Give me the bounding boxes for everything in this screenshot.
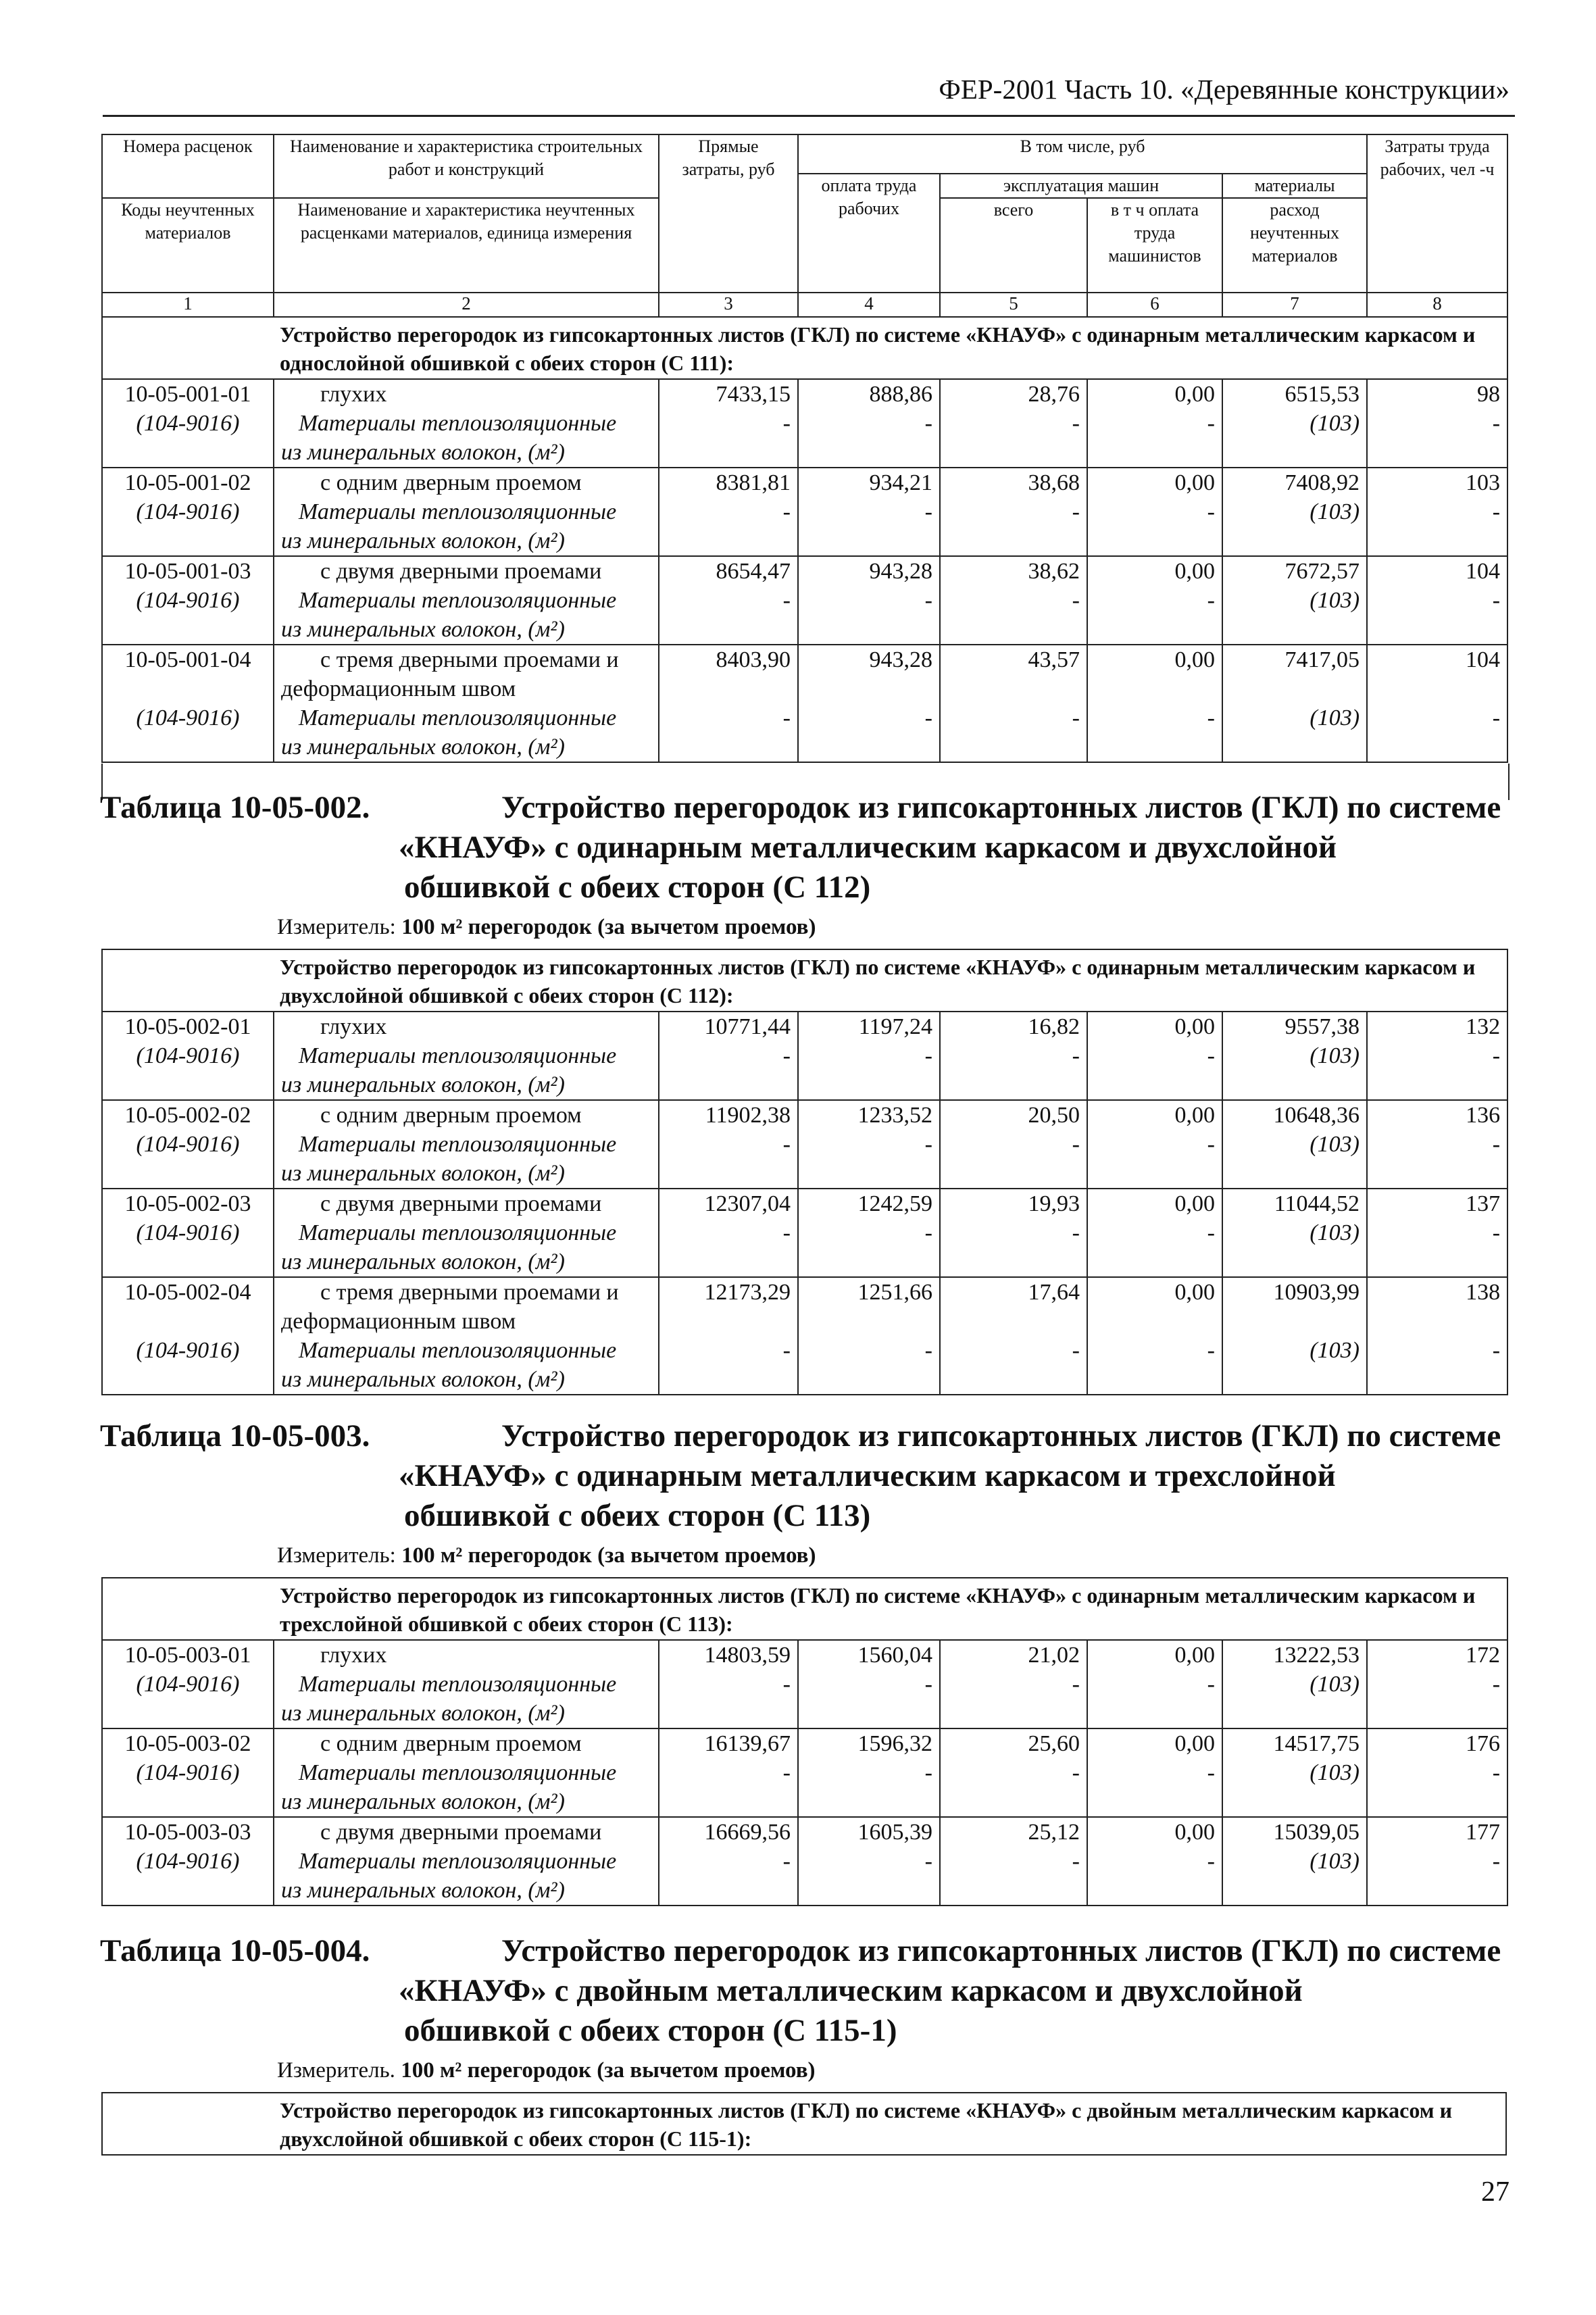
- material-unit: из минеральных волокон, (м²): [281, 1072, 565, 1097]
- measure-value: 100 м² перегородок (за вычетом проемов): [401, 1543, 816, 1568]
- running-header: [103, 68, 1515, 117]
- material-code: (104-9016): [136, 1760, 240, 1785]
- materials-cost: 9557,38: [1285, 1014, 1360, 1039]
- materials-use: (103): [1310, 1132, 1360, 1157]
- machines-total: 28,76: [1028, 382, 1080, 407]
- material-name: Материалы теплоизоляционные: [299, 705, 617, 730]
- material-code: (104-9016): [136, 1849, 240, 1874]
- column-header-labor-cost: Затраты труда рабочих, чел -ч: [1367, 134, 1507, 293]
- measure-label: Измеритель.: [277, 2058, 395, 2083]
- rate-code: 10-05-002-02: [124, 1103, 251, 1128]
- labor-hours: 132: [1466, 1014, 1501, 1039]
- machines-labor: 0,00: [1174, 1103, 1215, 1128]
- section-heading: Устройство перегородок из гипсокартонных листов (ГКЛ) по системе «КНАУФ» с одинарным металлическим каркасом и однослойной обшивкой с обеих сторон (С 111):: [102, 317, 1507, 379]
- direct-cost: 12173,29: [704, 1280, 791, 1305]
- labor-hours: 172: [1466, 1643, 1501, 1668]
- table-title-line: «КНАУФ» с одинарным металлическим каркасом и двухслойной: [399, 830, 1337, 865]
- materials-cost: 7417,05: [1285, 647, 1360, 672]
- material-name: Материалы теплоизоляционные: [299, 1132, 617, 1157]
- materials-cost: 7408,92: [1285, 470, 1360, 495]
- material-unit: из минеральных волокон, (м²): [281, 1367, 565, 1392]
- machines-labor: 0,00: [1174, 559, 1215, 584]
- machines-labor: 0,00: [1174, 1731, 1215, 1756]
- materials-use: (103): [1310, 1760, 1360, 1785]
- material-unit: из минеральных волокон, (м²): [281, 440, 565, 465]
- material-name: Материалы теплоизоляционные: [299, 1338, 617, 1363]
- machines-total: 38,62: [1028, 559, 1080, 584]
- direct-cost: 8403,90: [716, 647, 791, 672]
- labor-pay: 943,28: [869, 559, 932, 584]
- machines-labor: 0,00: [1174, 382, 1215, 407]
- work-name: глухих: [320, 1643, 387, 1668]
- direct-cost: 7433,15: [716, 382, 791, 407]
- materials-use: (103): [1310, 588, 1360, 613]
- measure-line: [277, 915, 816, 940]
- materials-use: (103): [1310, 1672, 1360, 1697]
- column-header-machines: эксплуатация машин: [940, 174, 1222, 198]
- work-name: глухих: [320, 382, 387, 407]
- machines-total: 43,57: [1028, 647, 1080, 672]
- labor-hours: 98: [1477, 382, 1501, 407]
- material-code: (104-9016): [136, 411, 240, 436]
- rate-code: 10-05-001-02: [124, 470, 251, 495]
- material-unit: из минеральных волокон, (м²): [281, 1878, 565, 1903]
- rate-code: 10-05-003-03: [124, 1820, 251, 1845]
- column-header-name-bottom: Наименование и характеристика неучтенных расценками материалов, единица измерения: [274, 198, 659, 293]
- column-header-name-top: Наименование и характеристика строительных работ и конструкций: [274, 134, 659, 198]
- table-row: 10-05-003-02 (104-9016) с одним дверным проемом Материалы теплоизоляционные из минеральных волокон, (м²) 16139,67 - 1596,32 - 25,60 - 0,00 - 14517,75 (103) 176 -: [102, 1728, 1507, 1817]
- table-row: 10-05-001-02 (104-9016) с одним дверным проемом Материалы теплоизоляционные из минеральных волокон, (м²) 8381,81 - 934,21 - 38,68 - 0,00 - 7408,92 (103) 103 -: [102, 468, 1507, 556]
- table-row: 10-05-002-01 (104-9016) глухих Материалы теплоизоляционные из минеральных волокон, (м²) 10771,44 - 1197,24 - 16,82 - 0,00 - 9557,38 (103) 132 -: [102, 1012, 1507, 1100]
- column-header-materials: материалы: [1222, 174, 1367, 198]
- section-heading: Устройство перегородок из гипсокартонных листов (ГКЛ) по системе «КНАУФ» с одинарным металлическим каркасом и трехслойной обшивкой с обеих сторон (С 113):: [102, 1578, 1507, 1640]
- material-unit: из минеральных волокон, (м²): [281, 1161, 565, 1186]
- labor-hours: 103: [1466, 470, 1501, 495]
- material-unit: из минеральных волокон, (м²): [281, 1789, 565, 1814]
- materials-use: (103): [1310, 1043, 1360, 1068]
- direct-cost: 8381,81: [716, 470, 791, 495]
- table-title-line: «КНАУФ» с двойным металлическим каркасом и двухслойной: [399, 1973, 1303, 2008]
- labor-pay: 934,21: [869, 470, 932, 495]
- table-number: Таблица 10-05-003.: [100, 1418, 370, 1453]
- labor-pay: 1251,66: [857, 1280, 932, 1305]
- table-title-line: «КНАУФ» с одинарным металлическим каркасом и трехслойной: [399, 1458, 1336, 1493]
- table-title-line: Устройство перегородок из гипсокартонных листов (ГКЛ) по системе: [501, 1418, 1501, 1453]
- measure-value: 100 м² перегородок (за вычетом проемов): [401, 915, 816, 939]
- material-code: (104-9016): [136, 1043, 240, 1068]
- column-number: 3: [659, 293, 798, 317]
- materials-cost: 6515,53: [1285, 382, 1360, 407]
- material-unit: из минеральных волокон, (м²): [281, 528, 565, 553]
- labor-hours: 104: [1466, 559, 1501, 584]
- column-header-labor-pay: оплата труда рабочих: [798, 174, 940, 293]
- rate-code: 10-05-002-03: [124, 1191, 251, 1216]
- column-header-direct: Прямые затраты, руб: [659, 134, 798, 293]
- material-code: (104-9016): [136, 499, 240, 524]
- materials-use: (103): [1310, 499, 1360, 524]
- table-number: Таблица 10-05-002.: [100, 790, 370, 825]
- materials-cost: 10648,36: [1273, 1103, 1360, 1128]
- material-unit: из минеральных волокон, (м²): [281, 1249, 565, 1274]
- table-title-line: Устройство перегородок из гипсокартонных листов (ГКЛ) по системе: [501, 790, 1501, 825]
- material-name: Материалы теплоизоляционные: [299, 499, 617, 524]
- materials-use: (103): [1310, 1849, 1360, 1874]
- labor-pay: 943,28: [869, 647, 932, 672]
- machines-labor: 0,00: [1174, 1643, 1215, 1668]
- table-row: 10-05-002-03 (104-9016) с двумя дверными проемами Материалы теплоизоляционные из минеральных волокон, (м²) 12307,04 - 1242,59 - 19,93 - 0,00 - 11044,52 (103) 137 -: [102, 1189, 1507, 1277]
- work-name: с одним дверным проемом: [320, 1731, 582, 1756]
- labor-pay: 1605,39: [857, 1820, 932, 1845]
- machines-total: 25,12: [1028, 1820, 1080, 1845]
- column-header-machines-total: всего: [940, 198, 1087, 293]
- labor-hours: 136: [1466, 1103, 1501, 1128]
- work-name: с двумя дверными проемами: [320, 559, 602, 584]
- column-numbers-row: [102, 293, 1507, 317]
- direct-cost: 14803,59: [704, 1643, 791, 1668]
- measure-label: Измеритель:: [277, 1543, 396, 1568]
- labor-pay: 1596,32: [857, 1731, 932, 1756]
- table-row: 10-05-002-02 (104-9016) с одним дверным проемом Материалы теплоизоляционные из минеральных волокон, (м²) 11902,38 - 1233,52 - 20,50 - 0,00 - 10648,36 (103) 136 -: [102, 1100, 1507, 1189]
- column-number: 7: [1222, 293, 1367, 317]
- running-header-title: ФЕР-2001 Часть 10. «Деревянные конструкции»: [939, 74, 1510, 105]
- page-number: 27: [1481, 2176, 1510, 2208]
- material-code: (104-9016): [136, 1132, 240, 1157]
- materials-cost: 15039,05: [1273, 1820, 1360, 1845]
- table-title-line: обшивкой с обеих сторон (С 115-1): [404, 2013, 897, 2048]
- rate-code: 10-05-002-04: [124, 1280, 251, 1305]
- direct-cost: 11902,38: [705, 1103, 791, 1128]
- materials-cost: 7672,57: [1285, 559, 1360, 584]
- material-code: (104-9016): [136, 588, 240, 613]
- work-name: с тремя дверными проемами и деформационным швом: [281, 647, 619, 701]
- work-name: глухих: [320, 1014, 387, 1039]
- column-header-materials-use: расход неучтенных материалов: [1222, 198, 1367, 293]
- table-row: 10-05-003-03 (104-9016) с двумя дверными проемами Материалы теплоизоляционные из минеральных волокон, (м²) 16669,56 - 1605,39 - 25,12 - 0,00 - 15039,05 (103) 177 -: [102, 1817, 1507, 1906]
- rate-code: 10-05-003-02: [124, 1731, 251, 1756]
- material-unit: из минеральных волокон, (м²): [281, 1701, 565, 1726]
- table-row: 10-05-001-03 (104-9016) с двумя дверными проемами Материалы теплоизоляционные из минеральных волокон, (м²) 8654,47 - 943,28 - 38,62 - 0,00 - 7672,57 (103) 104 -: [102, 556, 1507, 645]
- rate-code: 10-05-003-01: [124, 1643, 251, 1668]
- machines-labor: 0,00: [1174, 470, 1215, 495]
- measure-line: [277, 2058, 816, 2083]
- labor-pay: 1560,04: [857, 1643, 932, 1668]
- table-row: 10-05-002-04 (104-9016) с тремя дверными проемами и деформационным швом Материалы теплоизоляционные из минеральных волокон, (м²) 12173,29 - 1251,66 - 17,64 - 0,00 - 10903,99 (103) 138 -: [102, 1277, 1507, 1395]
- materials-use: (103): [1310, 1220, 1360, 1245]
- work-name: с одним дверным проемом: [320, 470, 582, 495]
- column-header-codes-bottom: Коды неучтенных материалов: [102, 198, 274, 293]
- labor-pay: 1233,52: [857, 1103, 932, 1128]
- machines-total: 38,68: [1028, 470, 1080, 495]
- material-name: Материалы теплоизоляционные: [299, 1760, 617, 1785]
- material-name: Материалы теплоизоляционные: [299, 1672, 617, 1697]
- direct-cost: 8654,47: [716, 559, 791, 584]
- materials-use: (103): [1310, 411, 1360, 436]
- labor-hours: 176: [1466, 1731, 1501, 1756]
- column-number: 2: [274, 293, 659, 317]
- machines-total: 20,50: [1028, 1103, 1080, 1128]
- machines-labor: 0,00: [1174, 1280, 1215, 1305]
- table-title-line: Устройство перегородок из гипсокартонных листов (ГКЛ) по системе: [501, 1933, 1501, 1968]
- machines-total: 25,60: [1028, 1731, 1080, 1756]
- work-name: с двумя дверными проемами: [320, 1191, 602, 1216]
- machines-labor: 0,00: [1174, 1820, 1215, 1845]
- materials-cost: 11044,52: [1274, 1191, 1360, 1216]
- measure-value: 100 м² перегородок (за вычетом проемов): [401, 2058, 816, 2083]
- material-code: (104-9016): [136, 705, 240, 730]
- machines-total: 19,93: [1028, 1191, 1080, 1216]
- material-name: Материалы теплоизоляционные: [299, 1043, 617, 1068]
- table-10-05-003: [101, 1577, 1507, 1906]
- measure-line: [277, 1543, 816, 1568]
- table-title-line: обшивкой с обеих сторон (С 112): [404, 870, 871, 905]
- machines-labor: 0,00: [1174, 647, 1215, 672]
- section-heading: Устройство перегородок из гипсокартонных листов (ГКЛ) по системе «КНАУФ» с двойным металлическим каркасом и двухслойной обшивкой с обеих сторон (С 115-1):: [102, 2093, 1506, 2155]
- table-number: Таблица 10-05-004.: [100, 1933, 370, 1968]
- measure-label: Измеритель:: [277, 915, 396, 939]
- machines-total: 21,02: [1028, 1643, 1080, 1668]
- column-number: 8: [1367, 293, 1507, 317]
- rate-code: 10-05-002-01: [124, 1014, 251, 1039]
- machines-labor: 0,00: [1174, 1191, 1215, 1216]
- column-header-codes-top: Номера расценок: [102, 134, 274, 198]
- table-10-05-004: [101, 2092, 1507, 2156]
- table-title-line: обшивкой с обеих сторон (С 113): [404, 1498, 871, 1533]
- rate-code: 10-05-001-01: [124, 382, 251, 407]
- rate-code: 10-05-001-04: [124, 647, 251, 672]
- work-name: с двумя дверными проемами: [320, 1820, 602, 1845]
- labor-pay: 888,86: [869, 382, 932, 407]
- material-name: Материалы теплоизоляционные: [299, 1220, 617, 1245]
- materials-use: (103): [1310, 1338, 1360, 1363]
- machines-total: 17,64: [1028, 1280, 1080, 1305]
- column-number: 4: [798, 293, 940, 317]
- material-code: (104-9016): [136, 1338, 240, 1363]
- column-header-machines-labor: в т ч оплата труда машинистов: [1087, 198, 1222, 293]
- labor-hours: 104: [1466, 647, 1501, 672]
- section-heading: Устройство перегородок из гипсокартонных листов (ГКЛ) по системе «КНАУФ» с одинарным металлическим каркасом и двухслойной обшивкой с обеих сторон (С 112):: [102, 949, 1507, 1012]
- labor-hours: 177: [1466, 1820, 1501, 1845]
- material-code: (104-9016): [136, 1220, 240, 1245]
- material-unit: из минеральных волокон, (м²): [281, 735, 565, 760]
- column-number: 5: [940, 293, 1087, 317]
- material-unit: из минеральных волокон, (м²): [281, 617, 565, 642]
- machines-total: 16,82: [1028, 1014, 1080, 1039]
- work-name: с одним дверным проемом: [320, 1103, 582, 1128]
- machines-labor: 0,00: [1174, 1014, 1215, 1039]
- column-header-including: В том числе, руб: [798, 134, 1367, 174]
- column-number: 1: [102, 293, 274, 317]
- material-name: Материалы теплоизоляционные: [299, 588, 617, 613]
- table-row: 10-05-001-04 (104-9016) с тремя дверными проемами и деформационным швом Материалы теплоизоляционные из минеральных волокон, (м²) 8403,90 - 943,28 - 43,57 - 0,00 - 7417,05 (103) 104 -: [102, 645, 1507, 762]
- direct-cost: 16139,67: [704, 1731, 791, 1756]
- material-code: (104-9016): [136, 1672, 240, 1697]
- materials-cost: 13222,53: [1273, 1643, 1360, 1668]
- direct-cost: 10771,44: [704, 1014, 791, 1039]
- material-name: Материалы теплоизоляционные: [299, 411, 617, 436]
- work-name: с тремя дверными проемами и деформационным швом: [281, 1280, 619, 1334]
- table-10-05-002: [101, 949, 1507, 1395]
- direct-cost: 12307,04: [704, 1191, 791, 1216]
- material-name: Материалы теплоизоляционные: [299, 1849, 617, 1874]
- labor-pay: 1242,59: [857, 1191, 932, 1216]
- direct-cost: 16669,56: [704, 1820, 791, 1845]
- labor-pay: 1197,24: [858, 1014, 932, 1039]
- materials-use: (103): [1310, 705, 1360, 730]
- rate-code: 10-05-001-03: [124, 559, 251, 584]
- materials-cost: 10903,99: [1273, 1280, 1360, 1305]
- labor-hours: 137: [1466, 1191, 1501, 1216]
- table-row: 10-05-003-01 (104-9016) глухих Материалы теплоизоляционные из минеральных волокон, (м²) 14803,59 - 1560,04 - 21,02 - 0,00 - 13222,53 (103) 172 -: [102, 1640, 1507, 1728]
- table-row: 10-05-001-01 (104-9016) глухих Материалы теплоизоляционные из минеральных волокон, (м²) 7433,15 - 888,86 - 28,76 - 0,00 - 6515,53 (103) 98 -: [102, 379, 1507, 468]
- table-10-05-001: [101, 134, 1507, 763]
- column-number: 6: [1087, 293, 1222, 317]
- materials-cost: 14517,75: [1273, 1731, 1360, 1756]
- labor-hours: 138: [1466, 1280, 1501, 1305]
